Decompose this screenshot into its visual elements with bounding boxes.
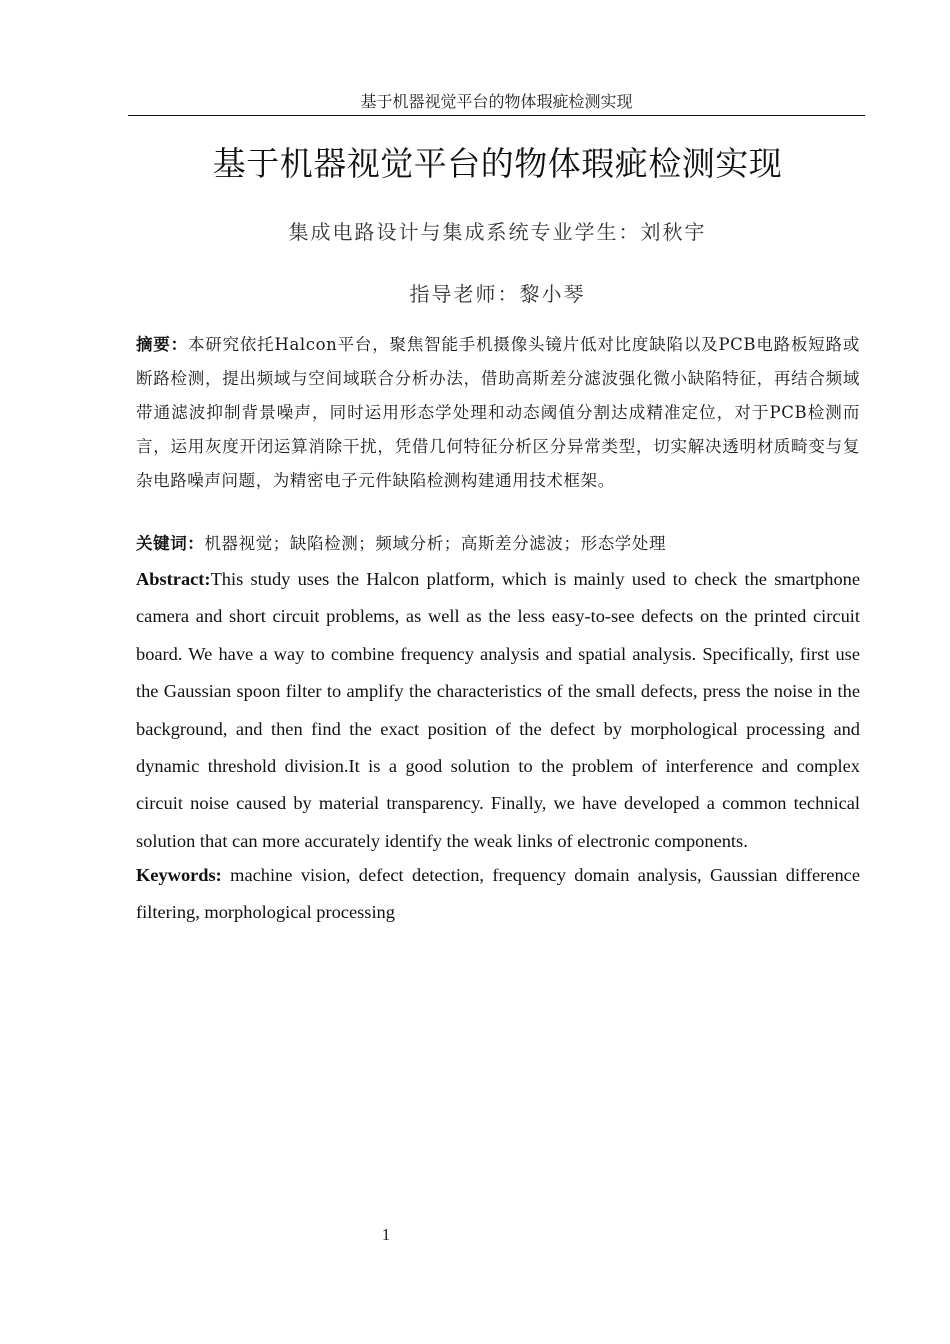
- advisor-line: 指导老师：黎小琴: [409, 282, 586, 306]
- header-divider: [128, 115, 865, 116]
- english-abstract-text: This study uses the Halcon platform, which is mainly used to check the smartphone camera and short circuit problems, as well as the less easy-to-see defects on the printed circuit board. We have a way to combine frequency analysis and spatial analysis. Specifically, first use the Gaussian spoon filter to amplify the characteristics of the small defects, press the noise in the background, and then find the exact position of the defect by morphological processing and dynamic threshold division.It is a good solution to the problem of interference and complex circuit noise caused by material transparency. Finally, we have developed a common technical solution that can more accurately identify the weak links of electronic components.: [136, 569, 860, 851]
- author-line: 集成电路设计与集成系统专业学生：刘秋宇: [288, 220, 707, 244]
- english-keywords: [136, 857, 860, 932]
- english-abstract: [136, 561, 860, 860]
- english-keywords-text: machine vision, defect detection, frequency domain analysis, Gaussian difference filtering, morphological processing: [136, 865, 860, 923]
- page-number: 1: [381, 1225, 391, 1244]
- chinese-keywords-text: 机器视觉；缺陷检测；频域分析；高斯差分滤波；形态学处理: [204, 534, 667, 553]
- english-abstract-label: Abstract:: [136, 569, 211, 589]
- paper-title: 基于机器视觉平台的物体瑕疵检测实现: [212, 144, 783, 183]
- chinese-keywords-label: 关键词：: [136, 534, 205, 553]
- chinese-keywords: [136, 528, 860, 560]
- running-header: 基于机器视觉平台的物体瑕疵检测实现: [360, 92, 633, 111]
- chinese-abstract-text: 本研究依托Halcon平台，聚焦智能手机摄像头镜片低对比度缺陷以及PCB电路板短路或断路检测，提出频域与空间域联合分析办法，借助高斯差分滤波强化微小缺陷特征，再结合频域带通滤波抑制背景噪声，同时运用形态学处理和动态阈值分割达成精准定位，对于PCB检测而言，运用灰度开闭运算消除干扰，凭借几何特征分析区分异常类型，切实解决透明材质畸变与复杂电路噪声问题，为精密电子元件缺陷检测构建通用技术框架。: [136, 335, 860, 490]
- chinese-abstract: [136, 328, 860, 498]
- chinese-abstract-label: 摘要：: [136, 335, 188, 354]
- english-keywords-label: Keywords:: [136, 865, 222, 885]
